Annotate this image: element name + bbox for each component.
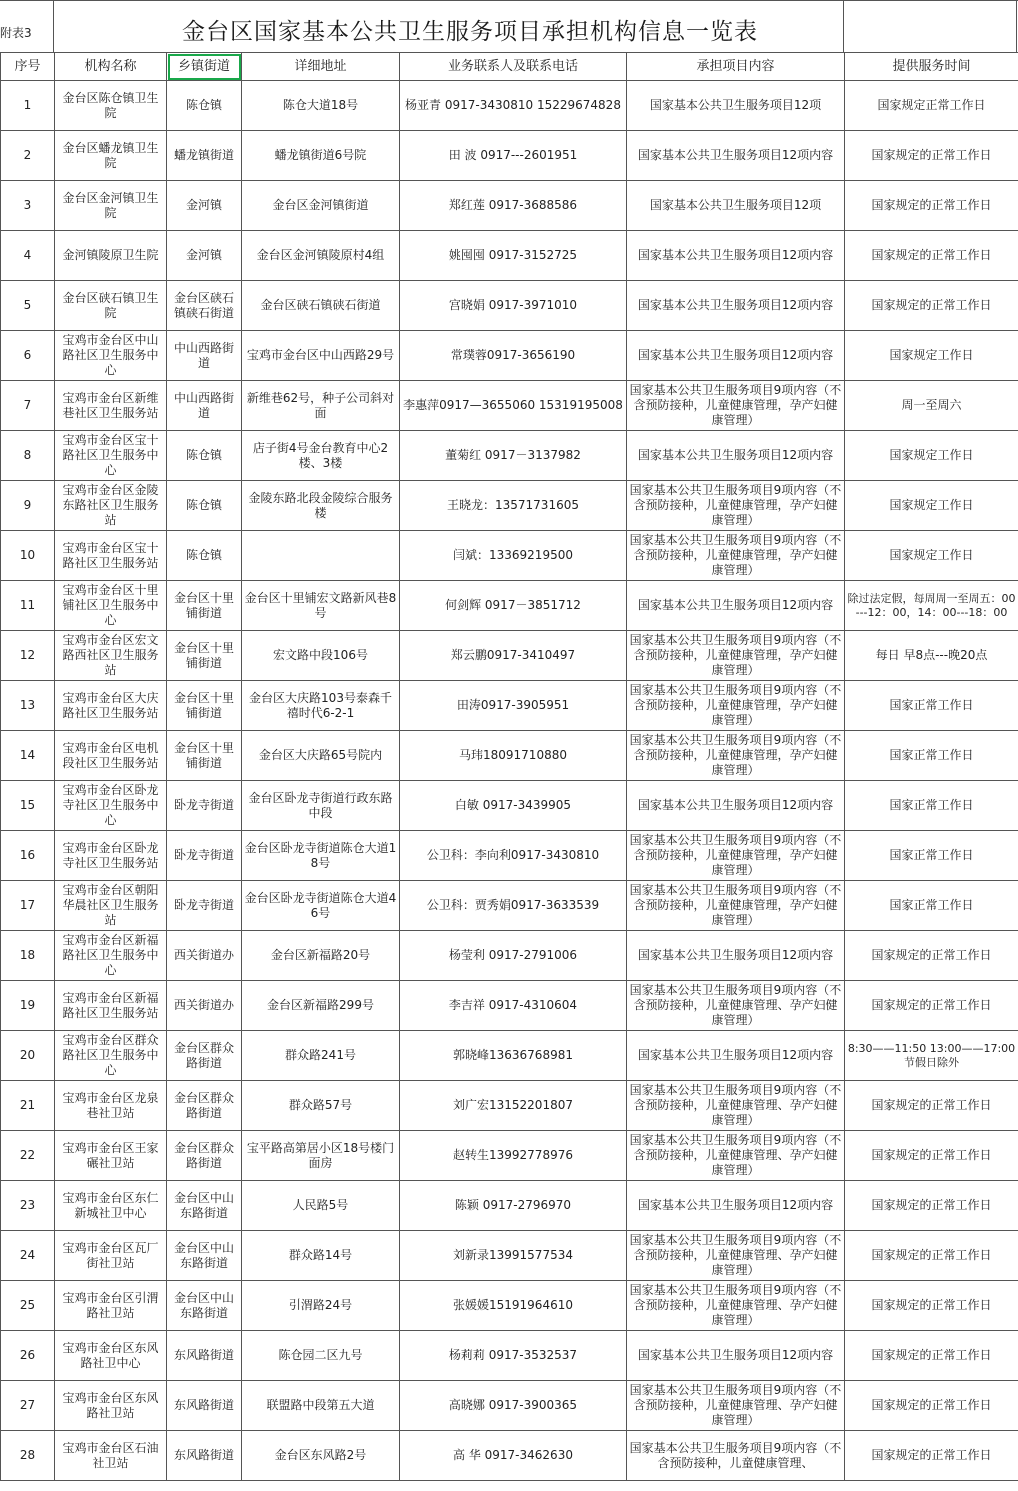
table-row bbox=[1, 181, 1018, 231]
cell-content: 国家基本公共卫生服务项目12项 bbox=[627, 181, 845, 231]
cell-content: 国家基本公共卫生服务项目9项内容（不含预防接种，儿童健康管理，孕产妇健康管理） bbox=[627, 631, 845, 681]
cell-town: 中山西路街道 bbox=[167, 381, 242, 431]
cell-name: 宝鸡市金台区石油社卫站 bbox=[55, 1431, 167, 1481]
cell-town: 东风路街道 bbox=[167, 1331, 242, 1381]
column-header-content: 承担项目内容 bbox=[627, 53, 845, 81]
cell-name: 金台区金河镇卫生院 bbox=[55, 181, 167, 231]
cell-name: 宝鸡市金台区新维巷社区卫生服务站 bbox=[55, 381, 167, 431]
cell-town: 金河镇 bbox=[167, 181, 242, 231]
table-row bbox=[1, 1081, 1018, 1131]
cell-contact: 杨莉莉 0917-3532537 bbox=[400, 1331, 627, 1381]
cell-name: 宝鸡市金台区宝十路社区卫生服务中心 bbox=[55, 431, 167, 481]
cell-contact: 郑红莲 0917-3688586 bbox=[400, 181, 627, 231]
table-row bbox=[1, 231, 1018, 281]
cell-time: 除过法定假，每周周一至周五：00---12：00，14：00---18：00 bbox=[845, 581, 1018, 631]
cell-name: 宝鸡市金台区东仁新城社卫中心 bbox=[55, 1181, 167, 1231]
table-row bbox=[1, 331, 1018, 381]
cell-town: 金台区群众路街道 bbox=[167, 1131, 242, 1181]
column-header-contact: 业务联系人及联系电话 bbox=[400, 53, 627, 81]
cell-contact: 高晓娜 0917-3900365 bbox=[400, 1381, 627, 1431]
cell-content: 国家基本公共卫生服务项目12项内容 bbox=[627, 931, 845, 981]
cell-name: 宝鸡市金台区朝阳华晨社区卫生服务站 bbox=[55, 881, 167, 931]
table-body bbox=[1, 81, 1018, 1481]
cell-contact: 田涛0917-3905951 bbox=[400, 681, 627, 731]
cell-time: 国家规定的正常工作日 bbox=[845, 231, 1018, 281]
cell-content: 国家基本公共卫生服务项目12项内容 bbox=[627, 281, 845, 331]
cell-content: 国家基本公共卫生服务项目12项内容 bbox=[627, 231, 845, 281]
cell-content: 国家基本公共卫生服务项目9项内容（不含预防接种，儿童健康管理，孕产妇健康管理） bbox=[627, 531, 845, 581]
table-row bbox=[1, 1381, 1018, 1431]
cell-name: 宝鸡市金台区大庆路社区卫生服务站 bbox=[55, 681, 167, 731]
cell-contact: 田 波 0917---2601951 bbox=[400, 131, 627, 181]
table-row bbox=[1, 431, 1018, 481]
cell-time: 每日 早8点---晚20点 bbox=[845, 631, 1018, 681]
cell-name: 宝鸡市金台区卧龙寺社区卫生服务中心 bbox=[55, 781, 167, 831]
cell-content: 国家基本公共卫生服务项目12项内容 bbox=[627, 581, 845, 631]
institution-table bbox=[0, 52, 1018, 1481]
cell-no: 17 bbox=[1, 881, 55, 931]
cell-town: 陈仓镇 bbox=[167, 431, 242, 481]
cell-time: 国家正常工作日 bbox=[845, 681, 1018, 731]
document-title: 金台区国家基本公共卫生服务项目承担机构信息一览表 bbox=[182, 19, 758, 45]
cell-time: 国家规定的正常工作日 bbox=[845, 281, 1018, 331]
cell-time: 国家规定的正常工作日 bbox=[845, 931, 1018, 981]
table-row bbox=[1, 681, 1018, 731]
cell-time: 国家规定工作日 bbox=[845, 531, 1018, 581]
table-row bbox=[1, 881, 1018, 931]
cell-content: 国家基本公共卫生服务项目9项内容（不含预防接种，儿童健康管理、孕产妇健康管理） bbox=[627, 981, 845, 1031]
cell-address: 金陵东路北段金陵综合服务楼 bbox=[242, 481, 400, 531]
cell-no: 5 bbox=[1, 281, 55, 331]
table-row bbox=[1, 1031, 1018, 1081]
cell-time: 国家规定的正常工作日 bbox=[845, 1081, 1018, 1131]
cell-town: 金河镇 bbox=[167, 231, 242, 281]
cell-name: 宝鸡市金台区电机段社区卫生服务站 bbox=[55, 731, 167, 781]
cell-content: 国家基本公共卫生服务项目9项内容（不含预防接种，儿童健康管理，孕产妇健康管理） bbox=[627, 731, 845, 781]
cell-address: 金台区金河镇陵原村4组 bbox=[242, 231, 400, 281]
cell-name: 金河镇陵原卫生院 bbox=[55, 231, 167, 281]
table-row bbox=[1, 731, 1018, 781]
cell-address: 店子街4号金台教育中心2楼、3楼 bbox=[242, 431, 400, 481]
cell-name: 金台区蟠龙镇卫生院 bbox=[55, 131, 167, 181]
attachment-label: 附表3 bbox=[0, 26, 32, 40]
table-row bbox=[1, 1131, 1018, 1181]
cell-address: 金台区硖石镇硖石街道 bbox=[242, 281, 400, 331]
cell-address bbox=[242, 531, 400, 581]
cell-name: 宝鸡市金台区群众路社区卫生服务中心 bbox=[55, 1031, 167, 1081]
cell-no: 11 bbox=[1, 581, 55, 631]
cell-town: 卧龙寺街道 bbox=[167, 831, 242, 881]
cell-no: 28 bbox=[1, 1431, 55, 1481]
cell-town: 金台区中山东路街道 bbox=[167, 1181, 242, 1231]
cell-contact: 杨莹利 0917-2791006 bbox=[400, 931, 627, 981]
cell-name: 宝鸡市金台区新福路社区卫生服务站 bbox=[55, 981, 167, 1031]
table-row bbox=[1, 1231, 1018, 1281]
cell-town: 金台区中山东路街道 bbox=[167, 1231, 242, 1281]
cell-name: 宝鸡市金台区金陵东路社区卫生服务站 bbox=[55, 481, 167, 531]
cell-contact: 李吉祥 0917-4310604 bbox=[400, 981, 627, 1031]
cell-time: 国家规定的正常工作日 bbox=[845, 1381, 1018, 1431]
cell-time: 8:30——11:50 13:00——17:00 节假日除外 bbox=[845, 1031, 1018, 1081]
cell-name: 宝鸡市金台区王家碾社卫站 bbox=[55, 1131, 167, 1181]
cell-address: 金台区十里铺宏文路新风巷8号 bbox=[242, 581, 400, 631]
cell-town: 卧龙寺街道 bbox=[167, 881, 242, 931]
column-header-address: 详细地址 bbox=[242, 53, 400, 81]
cell-content: 国家基本公共卫生服务项目12项内容 bbox=[627, 431, 845, 481]
cell-address: 群众路57号 bbox=[242, 1081, 400, 1131]
cell-content: 国家基本公共卫生服务项目12项内容 bbox=[627, 1031, 845, 1081]
cell-content: 国家基本公共卫生服务项目9项内容（不含预防接种，儿童健康管理，孕产妇健康管理） bbox=[627, 481, 845, 531]
cell-no: 21 bbox=[1, 1081, 55, 1131]
cell-contact: 张媛媛15191964610 bbox=[400, 1281, 627, 1331]
cell-no: 25 bbox=[1, 1281, 55, 1331]
cell-name: 宝鸡市金台区引渭路社卫站 bbox=[55, 1281, 167, 1331]
cell-name: 宝鸡市金台区瓦厂街社卫站 bbox=[55, 1231, 167, 1281]
cell-time: 国家规定的正常工作日 bbox=[845, 1431, 1018, 1481]
column-header-name: 机构名称 bbox=[55, 53, 167, 81]
cell-town: 东风路街道 bbox=[167, 1381, 242, 1431]
cell-content: 国家基本公共卫生服务项目12项内容 bbox=[627, 781, 845, 831]
cell-time: 国家规定的正常工作日 bbox=[845, 131, 1018, 181]
cell-time: 国家规定正常工作日 bbox=[845, 81, 1018, 131]
cell-content: 国家基本公共卫生服务项目9项内容（不含预防接种，儿童健康管理、孕产妇健康管理） bbox=[627, 1081, 845, 1131]
table-row bbox=[1, 1181, 1018, 1231]
cell-content: 国家基本公共卫生服务项目9项内容（不含预防接种，儿童健康管理，孕产妇健康管理） bbox=[627, 381, 845, 431]
cell-address: 金台区东风路2号 bbox=[242, 1431, 400, 1481]
cell-address: 宝鸡市金台区中山西路29号 bbox=[242, 331, 400, 381]
cell-name: 宝鸡市金台区东风路社卫中心 bbox=[55, 1331, 167, 1381]
cell-content: 国家基本公共卫生服务项目9项内容（不含预防接种，儿童健康管理，孕产妇健康管理） bbox=[627, 681, 845, 731]
cell-town: 陈仓镇 bbox=[167, 81, 242, 131]
table-row bbox=[1, 781, 1018, 831]
cell-no: 12 bbox=[1, 631, 55, 681]
cell-address: 人民路5号 bbox=[242, 1181, 400, 1231]
cell-address: 金台区大庆路65号院内 bbox=[242, 731, 400, 781]
cell-time: 国家规定的正常工作日 bbox=[845, 1281, 1018, 1331]
cell-address: 联盟路中段第五大道 bbox=[242, 1381, 400, 1431]
cell-address: 宝平路高第居小区18号楼门面房 bbox=[242, 1131, 400, 1181]
cell-town: 金台区十里铺街道 bbox=[167, 581, 242, 631]
cell-contact: 公卫科：贾秀娟0917-3633539 bbox=[400, 881, 627, 931]
cell-no: 9 bbox=[1, 481, 55, 531]
table-row bbox=[1, 981, 1018, 1031]
cell-no: 6 bbox=[1, 331, 55, 381]
cell-town: 西关街道办 bbox=[167, 981, 242, 1031]
table-row bbox=[1, 281, 1018, 331]
cell-time: 国家规定的正常工作日 bbox=[845, 981, 1018, 1031]
cell-no: 10 bbox=[1, 531, 55, 581]
column-header-town[interactable]: 乡镇街道 bbox=[167, 53, 242, 81]
cell-town: 金台区群众路街道 bbox=[167, 1031, 242, 1081]
cell-town: 金台区群众路街道 bbox=[167, 1081, 242, 1131]
table-row bbox=[1, 1281, 1018, 1331]
cell-contact: 郭晓峰13636768981 bbox=[400, 1031, 627, 1081]
cell-no: 2 bbox=[1, 131, 55, 181]
cell-contact: 白敏 0917-3439905 bbox=[400, 781, 627, 831]
cell-name: 宝鸡市金台区东风路社卫站 bbox=[55, 1381, 167, 1431]
cell-contact: 陈颖 0917-2796970 bbox=[400, 1181, 627, 1231]
table-row bbox=[1, 81, 1018, 131]
cell-time: 国家正常工作日 bbox=[845, 731, 1018, 781]
cell-address: 金台区大庆路103号泰森千禧时代6-2-1 bbox=[242, 681, 400, 731]
cell-no: 3 bbox=[1, 181, 55, 231]
cell-content: 国家基本公共卫生服务项目9项内容（不含预防接种，儿童健康管理、孕产妇健康管理） bbox=[627, 1281, 845, 1331]
cell-no: 27 bbox=[1, 1381, 55, 1431]
cell-time: 国家正常工作日 bbox=[845, 831, 1018, 881]
cell-no: 1 bbox=[1, 81, 55, 131]
cell-no: 15 bbox=[1, 781, 55, 831]
table-row bbox=[1, 831, 1018, 881]
cell-town: 中山西路街道 bbox=[167, 331, 242, 381]
cell-address: 群众路241号 bbox=[242, 1031, 400, 1081]
cell-no: 22 bbox=[1, 1131, 55, 1181]
cell-address: 金台区新福路299号 bbox=[242, 981, 400, 1031]
cell-no: 8 bbox=[1, 431, 55, 481]
cell-town: 金台区十里铺街道 bbox=[167, 631, 242, 681]
cell-town: 金台区中山东路街道 bbox=[167, 1281, 242, 1331]
cell-time: 国家正常工作日 bbox=[845, 781, 1018, 831]
cell-content: 国家基本公共卫生服务项目12项内容 bbox=[627, 1331, 845, 1381]
cell-time: 国家规定的正常工作日 bbox=[845, 1131, 1018, 1181]
cell-town: 金台区十里铺街道 bbox=[167, 681, 242, 731]
cell-contact: 马玮18091710880 bbox=[400, 731, 627, 781]
table-row bbox=[1, 131, 1018, 181]
cell-town: 金台区十里铺街道 bbox=[167, 731, 242, 781]
cell-address: 金台区卧龙寺街道陈仓大道46号 bbox=[242, 881, 400, 931]
cell-name: 宝鸡市金台区宏文路西社区卫生服务站 bbox=[55, 631, 167, 681]
cell-town: 陈仓镇 bbox=[167, 531, 242, 581]
table-row bbox=[1, 381, 1018, 431]
cell-time: 国家规定的正常工作日 bbox=[845, 181, 1018, 231]
cell-time: 国家规定工作日 bbox=[845, 481, 1018, 531]
cell-content: 国家基本公共卫生服务项目9项内容（不含预防接种，儿童健康管理、 bbox=[627, 1431, 845, 1481]
cell-content: 国家基本公共卫生服务项目9项内容（不含预防接种，儿童健康管理，孕产妇健康管理） bbox=[627, 831, 845, 881]
cell-contact: 高 华 0917-3462630 bbox=[400, 1431, 627, 1481]
cell-name: 宝鸡市金台区新福路社区卫生服务中心 bbox=[55, 931, 167, 981]
cell-town: 金台区硖石镇硖石街道 bbox=[167, 281, 242, 331]
cell-content: 国家基本公共卫生服务项目12项 bbox=[627, 81, 845, 131]
cell-content: 国家基本公共卫生服务项目9项内容（不含预防接种，儿童健康管理、孕产妇健康管理） bbox=[627, 1231, 845, 1281]
cell-no: 24 bbox=[1, 1231, 55, 1281]
cell-contact: 姚囤囤 0917-3152725 bbox=[400, 231, 627, 281]
cell-no: 13 bbox=[1, 681, 55, 731]
cell-name: 宝鸡市金台区卧龙寺社区卫生服务站 bbox=[55, 831, 167, 881]
cell-address: 金台区新福路20号 bbox=[242, 931, 400, 981]
table-row bbox=[1, 1331, 1018, 1381]
cell-content: 国家基本公共卫生服务项目9项内容（不含预防接种，儿童健康管理、孕产妇健康管理） bbox=[627, 1131, 845, 1181]
cell-address: 陈仓园二区九号 bbox=[242, 1331, 400, 1381]
cell-no: 4 bbox=[1, 231, 55, 281]
cell-contact: 常璞蓉0917-3656190 bbox=[400, 331, 627, 381]
cell-no: 23 bbox=[1, 1181, 55, 1231]
cell-name: 金台区陈仓镇卫生院 bbox=[55, 81, 167, 131]
cell-no: 14 bbox=[1, 731, 55, 781]
cell-contact: 王晓龙：13571731605 bbox=[400, 481, 627, 531]
table-header-row bbox=[1, 53, 1018, 81]
table-row bbox=[1, 1431, 1018, 1481]
cell-no: 20 bbox=[1, 1031, 55, 1081]
cell-address: 蟠龙镇街道6号院 bbox=[242, 131, 400, 181]
cell-time: 国家规定工作日 bbox=[845, 331, 1018, 381]
cell-town: 卧龙寺街道 bbox=[167, 781, 242, 831]
cell-contact: 董菊红 0917－3137982 bbox=[400, 431, 627, 481]
cell-content: 国家基本公共卫生服务项目12项内容 bbox=[627, 1181, 845, 1231]
cell-time: 国家规定工作日 bbox=[845, 431, 1018, 481]
table-row bbox=[1, 931, 1018, 981]
cell-contact: 宫晓娟 0917-3971010 bbox=[400, 281, 627, 331]
cell-contact: 赵转生13992778976 bbox=[400, 1131, 627, 1181]
table-row bbox=[1, 481, 1018, 531]
cell-time: 国家规定的正常工作日 bbox=[845, 1231, 1018, 1281]
cell-address: 新维巷62号，种子公司斜对面 bbox=[242, 381, 400, 431]
cell-address: 陈仓大道18号 bbox=[242, 81, 400, 131]
cell-content: 国家基本公共卫生服务项目12项内容 bbox=[627, 331, 845, 381]
table-row bbox=[1, 581, 1018, 631]
cell-no: 26 bbox=[1, 1331, 55, 1381]
cell-name: 宝鸡市金台区宝十路社区卫生服务站 bbox=[55, 531, 167, 581]
cell-contact: 刘新录13991577534 bbox=[400, 1231, 627, 1281]
column-header-time: 提供服务时间 bbox=[845, 53, 1018, 81]
cell-time: 国家规定的正常工作日 bbox=[845, 1331, 1018, 1381]
cell-no: 16 bbox=[1, 831, 55, 881]
cell-contact: 郑云鹏0917-3410497 bbox=[400, 631, 627, 681]
cell-no: 19 bbox=[1, 981, 55, 1031]
cell-contact: 李惠萍0917—3655060 15319195008 bbox=[400, 381, 627, 431]
cell-contact: 何剑辉 0917－3851712 bbox=[400, 581, 627, 631]
cell-address: 群众路14号 bbox=[242, 1231, 400, 1281]
cell-time: 国家正常工作日 bbox=[845, 881, 1018, 931]
table-row bbox=[1, 531, 1018, 581]
cell-address: 金台区卧龙寺街道陈仓大道18号 bbox=[242, 831, 400, 881]
cell-contact: 刘广宏13152201807 bbox=[400, 1081, 627, 1131]
cell-name: 宝鸡市金台区龙泉巷社卫站 bbox=[55, 1081, 167, 1131]
cell-time: 周一至周六 bbox=[845, 381, 1018, 431]
cell-name: 宝鸡市金台区十里铺社区卫生服务中心 bbox=[55, 581, 167, 631]
cell-content: 国家基本公共卫生服务项目9项内容（不含预防接种，儿童健康管理，孕产妇健康管理） bbox=[627, 881, 845, 931]
cell-town: 西关街道办 bbox=[167, 931, 242, 981]
cell-contact: 闫斌：13369219500 bbox=[400, 531, 627, 581]
cell-address: 金台区金河镇街道 bbox=[242, 181, 400, 231]
cell-address: 宏文路中段106号 bbox=[242, 631, 400, 681]
cell-town: 蟠龙镇街道 bbox=[167, 131, 242, 181]
cell-contact: 公卫科：李向利0917-3430810 bbox=[400, 831, 627, 881]
cell-no: 18 bbox=[1, 931, 55, 981]
cell-name: 宝鸡市金台区中山路社区卫生服务中心 bbox=[55, 331, 167, 381]
cell-town: 东风路街道 bbox=[167, 1431, 242, 1481]
cell-contact: 杨亚青 0917-3430810 15229674828 bbox=[400, 81, 627, 131]
cell-town: 陈仓镇 bbox=[167, 481, 242, 531]
cell-content: 国家基本公共卫生服务项目9项内容（不含预防接种，儿童健康管理、孕产妇健康管理） bbox=[627, 1381, 845, 1431]
cell-time: 国家规定的正常工作日 bbox=[845, 1181, 1018, 1231]
cell-address: 金台区卧龙寺街道行政东路中段 bbox=[242, 781, 400, 831]
column-header-no: 序号 bbox=[1, 53, 55, 81]
cell-address: 引渭路24号 bbox=[242, 1281, 400, 1331]
cell-no: 7 bbox=[1, 381, 55, 431]
table-row bbox=[1, 631, 1018, 681]
cell-name: 金台区硖石镇卫生院 bbox=[55, 281, 167, 331]
cell-content: 国家基本公共卫生服务项目12项内容 bbox=[627, 131, 845, 181]
